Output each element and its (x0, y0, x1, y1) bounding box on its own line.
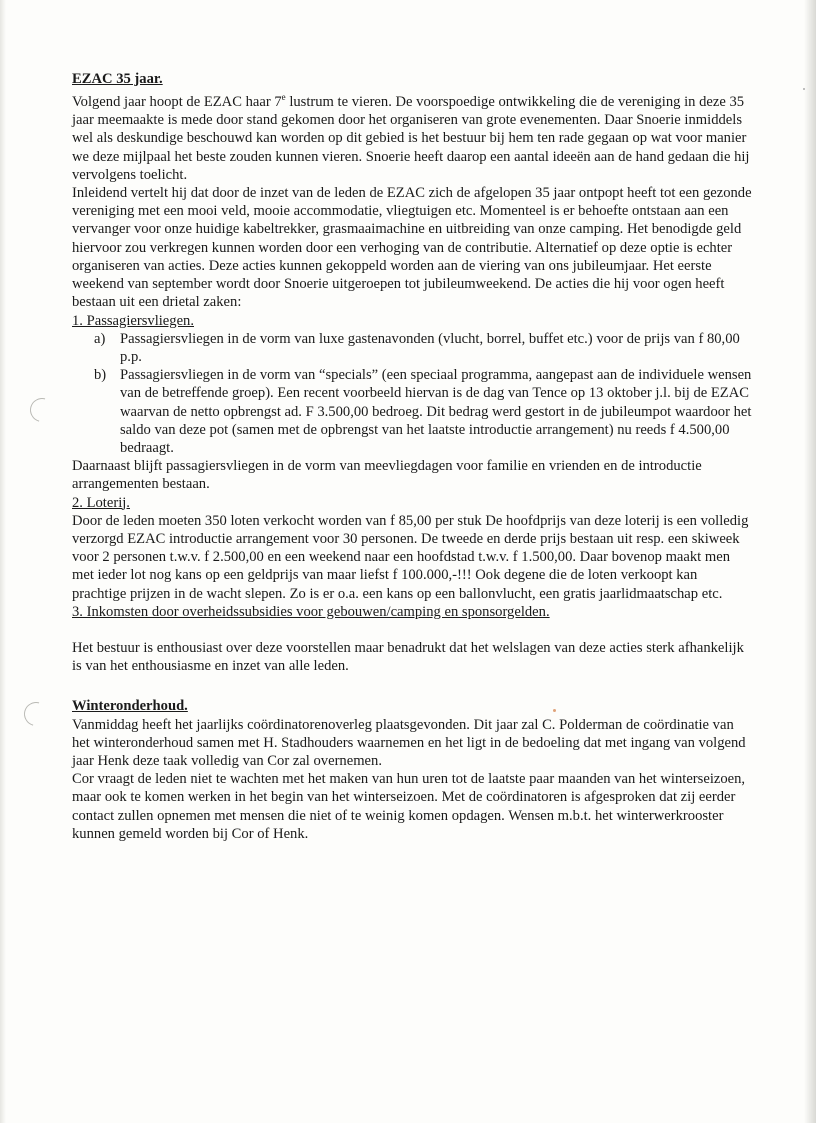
ordinal-suffix: e (281, 92, 286, 103)
punch-hole-lower (20, 698, 53, 731)
list-marker: b) (94, 367, 107, 384)
list-item (94, 330, 752, 366)
paragraph-intro (72, 88, 752, 184)
list-item-text: Passagiersvliegen in de vorm van luxe gastenavonden (vlucht, borrel, buffet etc.) voor de prijs van f 80,00 p.p. (120, 330, 740, 365)
paragraph-intro-rest: lustrum te vieren. De voorspoedige ontwikkeling die de vereniging in deze 35 jaar meemaakte is mede door stand gekomen door het organiseren van grote evenementen. Daar Snoerie inmiddels wel als deskundige beschouwd kan worden op dit gebied is het bestuur bij hem ten rade gegaan op wat voor manier we deze mijlpaal het beste zouden kunnen vieren. Snoerie heeft daarop een aantal ideeën aan de hand gedaan die hij vervolgens toelicht. (72, 94, 750, 183)
subheading-loterij: 2. Loterij. (72, 494, 130, 511)
paragraph-loterij: Door de leden moeten 350 loten verkocht worden van f 85,00 per stuk De hoofdprijs van deze loterij is een volledig verzorgd EZAC introductie arrangement voor 30 personen. De tweede en derde prijs bestaan uit resp. een skiweek voor 2 personen t.w.v. f 2.500,00 en een weekend naar een hoofdstad t.w.v. f 1.500,00. Daar bovenop maakt men met ieder lot nog kans op een geldprijs van maar liefst f 100.000,-!!! Ook degene die de loten verkoopt kan prachtige prijzen in de wacht slepen. Zo is er o.a. een kans op een ballonvlucht, een gratis jaarlidmaatschap etc. (72, 512, 749, 602)
paragraph-meevliegdagen: Daarnaast blijft passagiersvliegen in de vorm van meevliegdagen voor familie en vrienden en de introductie arrangementen bestaan. (72, 458, 702, 493)
document-body (72, 70, 752, 843)
scan-speck (803, 88, 805, 90)
spacer (72, 621, 752, 639)
list-item (94, 366, 752, 457)
subheading-passagiersvliegen: 1. Passagiersvliegen. (72, 312, 194, 329)
subheading-inkomsten: 3. Inkomsten door overheidssubsidies voor gebouwen/camping en sponsorgelden. (72, 603, 550, 620)
paragraph-background: Inleidend vertelt hij dat door de inzet van de leden de EZAC zich de afgelopen 35 jaar ontpopt heeft tot een gezonde vereniging met een mooi veld, mooie accommodatie, vliegtuigen etc. Momenteel is er behoefte ontstaan aan een vervanger voor onze huidige kabeltrekker, grasmaaimachine en uitbreiding van onze camping. Het benodigde geld hiervoor zou verkregen kunnen worden door een verhoging van de contributie. Alternatief op deze optie is echter organiseren van acties. Deze acties kunnen gekoppeld worden aan de viering van ons jubileumjaar. Het eerste weekend van september wordt door Snoerie uitgeroepen tot jubileumweekend. De acties die hij voor ogen heeft bestaan uit een drietal zaken: (72, 185, 752, 311)
passenger-flight-list (72, 330, 752, 457)
page-edge-right (804, 0, 816, 1123)
section-title-winter: Winteronderhoud. (72, 698, 188, 715)
spacer (72, 675, 752, 697)
paragraph-intro-start: Volgend jaar hoopt de EZAC haar 7 (72, 94, 282, 111)
paragraph-bestuur: Het bestuur is enthousiast over deze voorstellen maar benadrukt dat het welslagen van deze acties sterk afhankelijk is van het enthousiasme en inzet van alle leden. (72, 639, 744, 675)
list-item-text: Passagiersvliegen in de vorm van “specials” (een speciaal programma, aangepast aan de individuele wensen van de betreffende groep). Een recent voorbeeld hiervan is de dag van Tence op 13 oktober j.l. bij de EZAC waarvan de netto opbrengst ad. F 3.500,00 bedroeg. Dit bedrag werd gestort in de jubileumpot waardoor het saldo van deze pot (samen met de opbrengst van het laatste introductie arrangement) nu reeds f 4.500,00 bedraagt. (120, 367, 752, 456)
paragraph-werkuren: Cor vraagt de leden niet te wachten met het maken van hun uren tot de laatste paar maanden van het winterseizoen, maar ook te komen werken in het begin van het winterseizoen. Met de coördinatoren is afgesproken dat zij eerder contact zullen opnemen met mensen die niet of te weinig komen opdagen. Wensen m.b.t. het winterwerkrooster kunnen gemeld worden bij Cor of Henk. (72, 771, 746, 842)
paragraph-coordinatoren: Vanmiddag heeft het jaarlijks coördinatorenoverleg plaatsgevonden. Dit jaar zal C. Polderman de coördinatie van het winteronderhoud samen met H. Stadhouders waarnemen en het ligt in de bedoeling dat met ingang van volgend jaar Henk deze taak volledig van Cor zal overnemen. (72, 716, 746, 769)
page-edge-left (0, 0, 6, 1123)
list-marker: a) (94, 330, 106, 347)
section-title-ezac: EZAC 35 jaar. (72, 71, 163, 87)
punch-hole-upper (26, 394, 59, 427)
